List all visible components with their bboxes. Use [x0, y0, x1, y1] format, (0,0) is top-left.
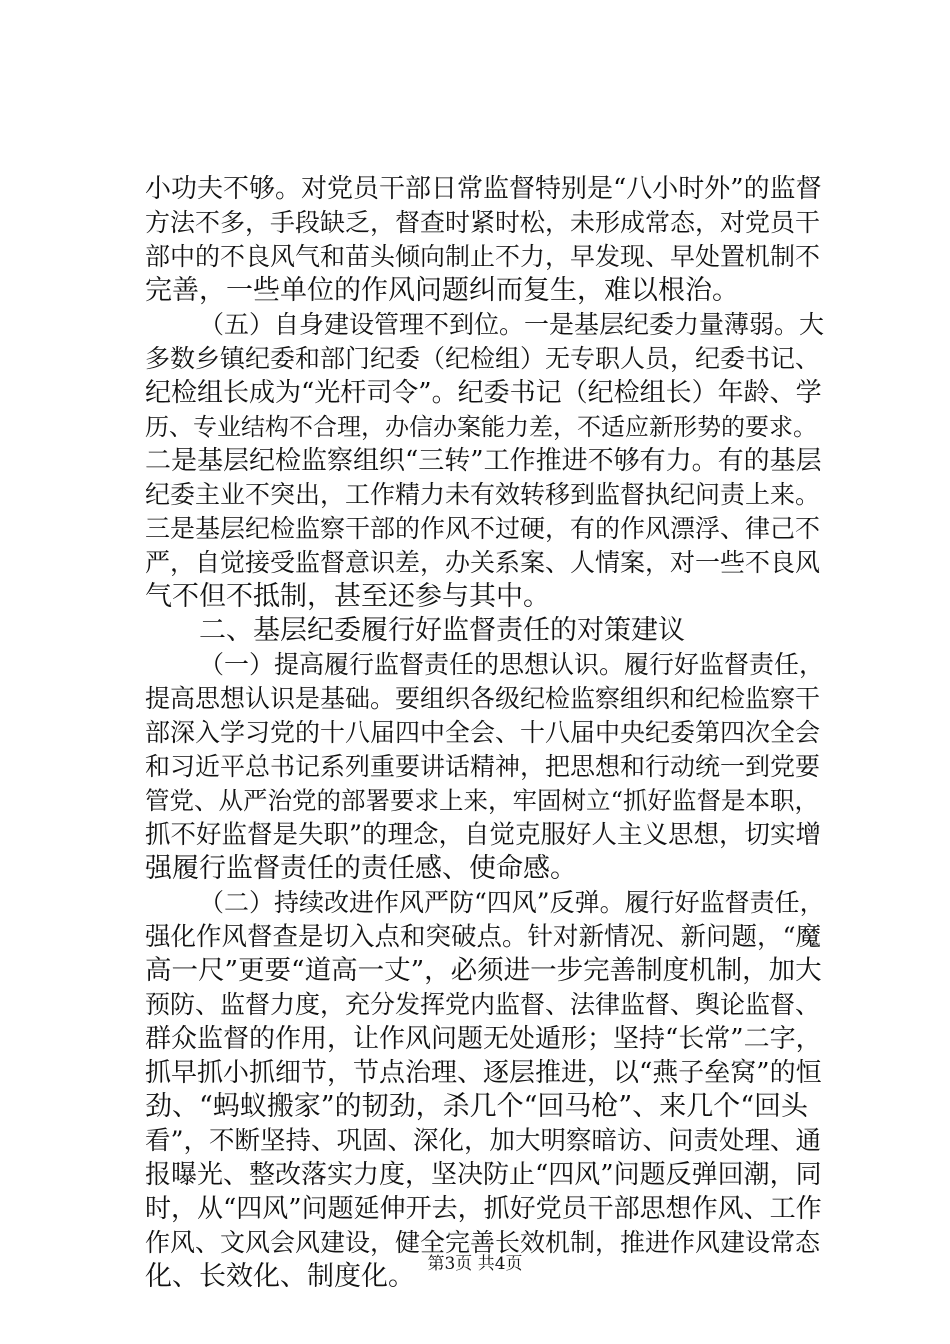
text-line: （二）持续改进作风严防“四风”反弹。履行好监督责任， [199, 888, 825, 917]
text-line: 高一尺”更要“道高一丈”，必须进一步完善制度机制，加大 [145, 955, 822, 986]
text-line: 方法不多，手段缺乏，督查时紧时松，未形成常态，对党员干 [145, 208, 821, 237]
text-line: 抓早抓小抓细节，节点治理、逐层推进，以“燕子垒窝”的恒 [145, 1058, 822, 1088]
text-line: 强履行监督责任的责任感、使命感。 [145, 853, 577, 884]
text-line: 严，自觉接受监督意识差，办关系案、人情案，对一些不良风 [145, 548, 821, 577]
text-line: 完善，一些单位的作风问题纠而复生，难以根治。 [145, 275, 739, 306]
text-line: 历、专业结构不合理，办信办案能力差，不适应新形势的要求。 [145, 413, 817, 441]
text-line: 预防、监督力度，充分发挥党内监督、法律监督、舆论监督、 [145, 990, 821, 1019]
text-line: 气不但不抵制，甚至还参与其中。 [145, 581, 550, 612]
document-body [145, 172, 825, 1294]
text-line: 时，从“四风”问题延伸开去，抓好党员干部思想作风、工作 [145, 1194, 822, 1224]
text-line: 部深入学习党的十八届四中全会、十八届中央纪委第四次全会 [145, 718, 821, 747]
text-line: 看”，不断坚持、巩固、深化，加大明察暗访、问责处理、通 [145, 1126, 822, 1156]
text-line: 作风、文风会风建设，健全完善长效机制，推进作风建设常态 [145, 1228, 821, 1257]
text-line: 化、长效化、制度化。 [145, 1261, 415, 1292]
text-line: 抓不好监督是失职”的理念，自觉克服好人主义思想，切实增 [145, 820, 822, 850]
text-line: 纪委主业不突出，工作精力未有效转移到监督执纪问责上来。 [145, 480, 821, 509]
text-line: 二是基层纪检监察组织“三转”工作推进不够有力。有的基层 [145, 446, 822, 476]
text-line: 三是基层纪检监察干部的作风不过硬，有的作风漂浮、律己不 [145, 514, 821, 543]
text-line: 报曝光、整改落实力度，坚决防止“四风”问题反弹回潮，同 [145, 1160, 822, 1190]
text-line: 群众监督的作用，让作风问题无处遁形；坚持“长常”二字， [145, 1024, 822, 1054]
text-line: （五）自身建设管理不到位。一是基层纪委力量薄弱。大 [199, 310, 825, 339]
text-line: 强化作风督查是切入点和突破点。针对新情况、新问题，“魔 [145, 922, 822, 952]
text-line: 和习近平总书记系列重要讲话精神，把思想和行动统一到党要 [145, 752, 821, 781]
page-footer: 第3页 共4页 [427, 1254, 523, 1274]
text-line: 小功夫不够。对党员干部日常监督特别是“八小时外”的监督 [145, 174, 822, 204]
text-line: （一）提高履行监督责任的思想认识。履行好监督责任， [199, 650, 825, 679]
text-line: 纪检组长成为“光杆司令”。纪委书记（纪检组长）年龄、学 [145, 378, 822, 408]
text-line: 二、基层纪委履行好监督责任的对策建议 [199, 615, 685, 646]
text-line: 劲、“蚂蚁搬家”的韧劲，杀几个“回马枪”、来几个“回头 [145, 1091, 809, 1122]
text-line: 管党、从严治党的部署要求上来，牢固树立“抓好监督是本职， [145, 786, 820, 815]
text-line: 部中的不良风气和苗头倾向制止不力，早发现、早处置机制不 [145, 242, 821, 271]
text-line: 多数乡镇纪委和部门纪委（纪检组）无专职人员，纪委书记、 [145, 344, 821, 373]
text-line: 提高思想认识是基础。要组织各级纪检监察组织和纪检监察干 [145, 684, 821, 713]
